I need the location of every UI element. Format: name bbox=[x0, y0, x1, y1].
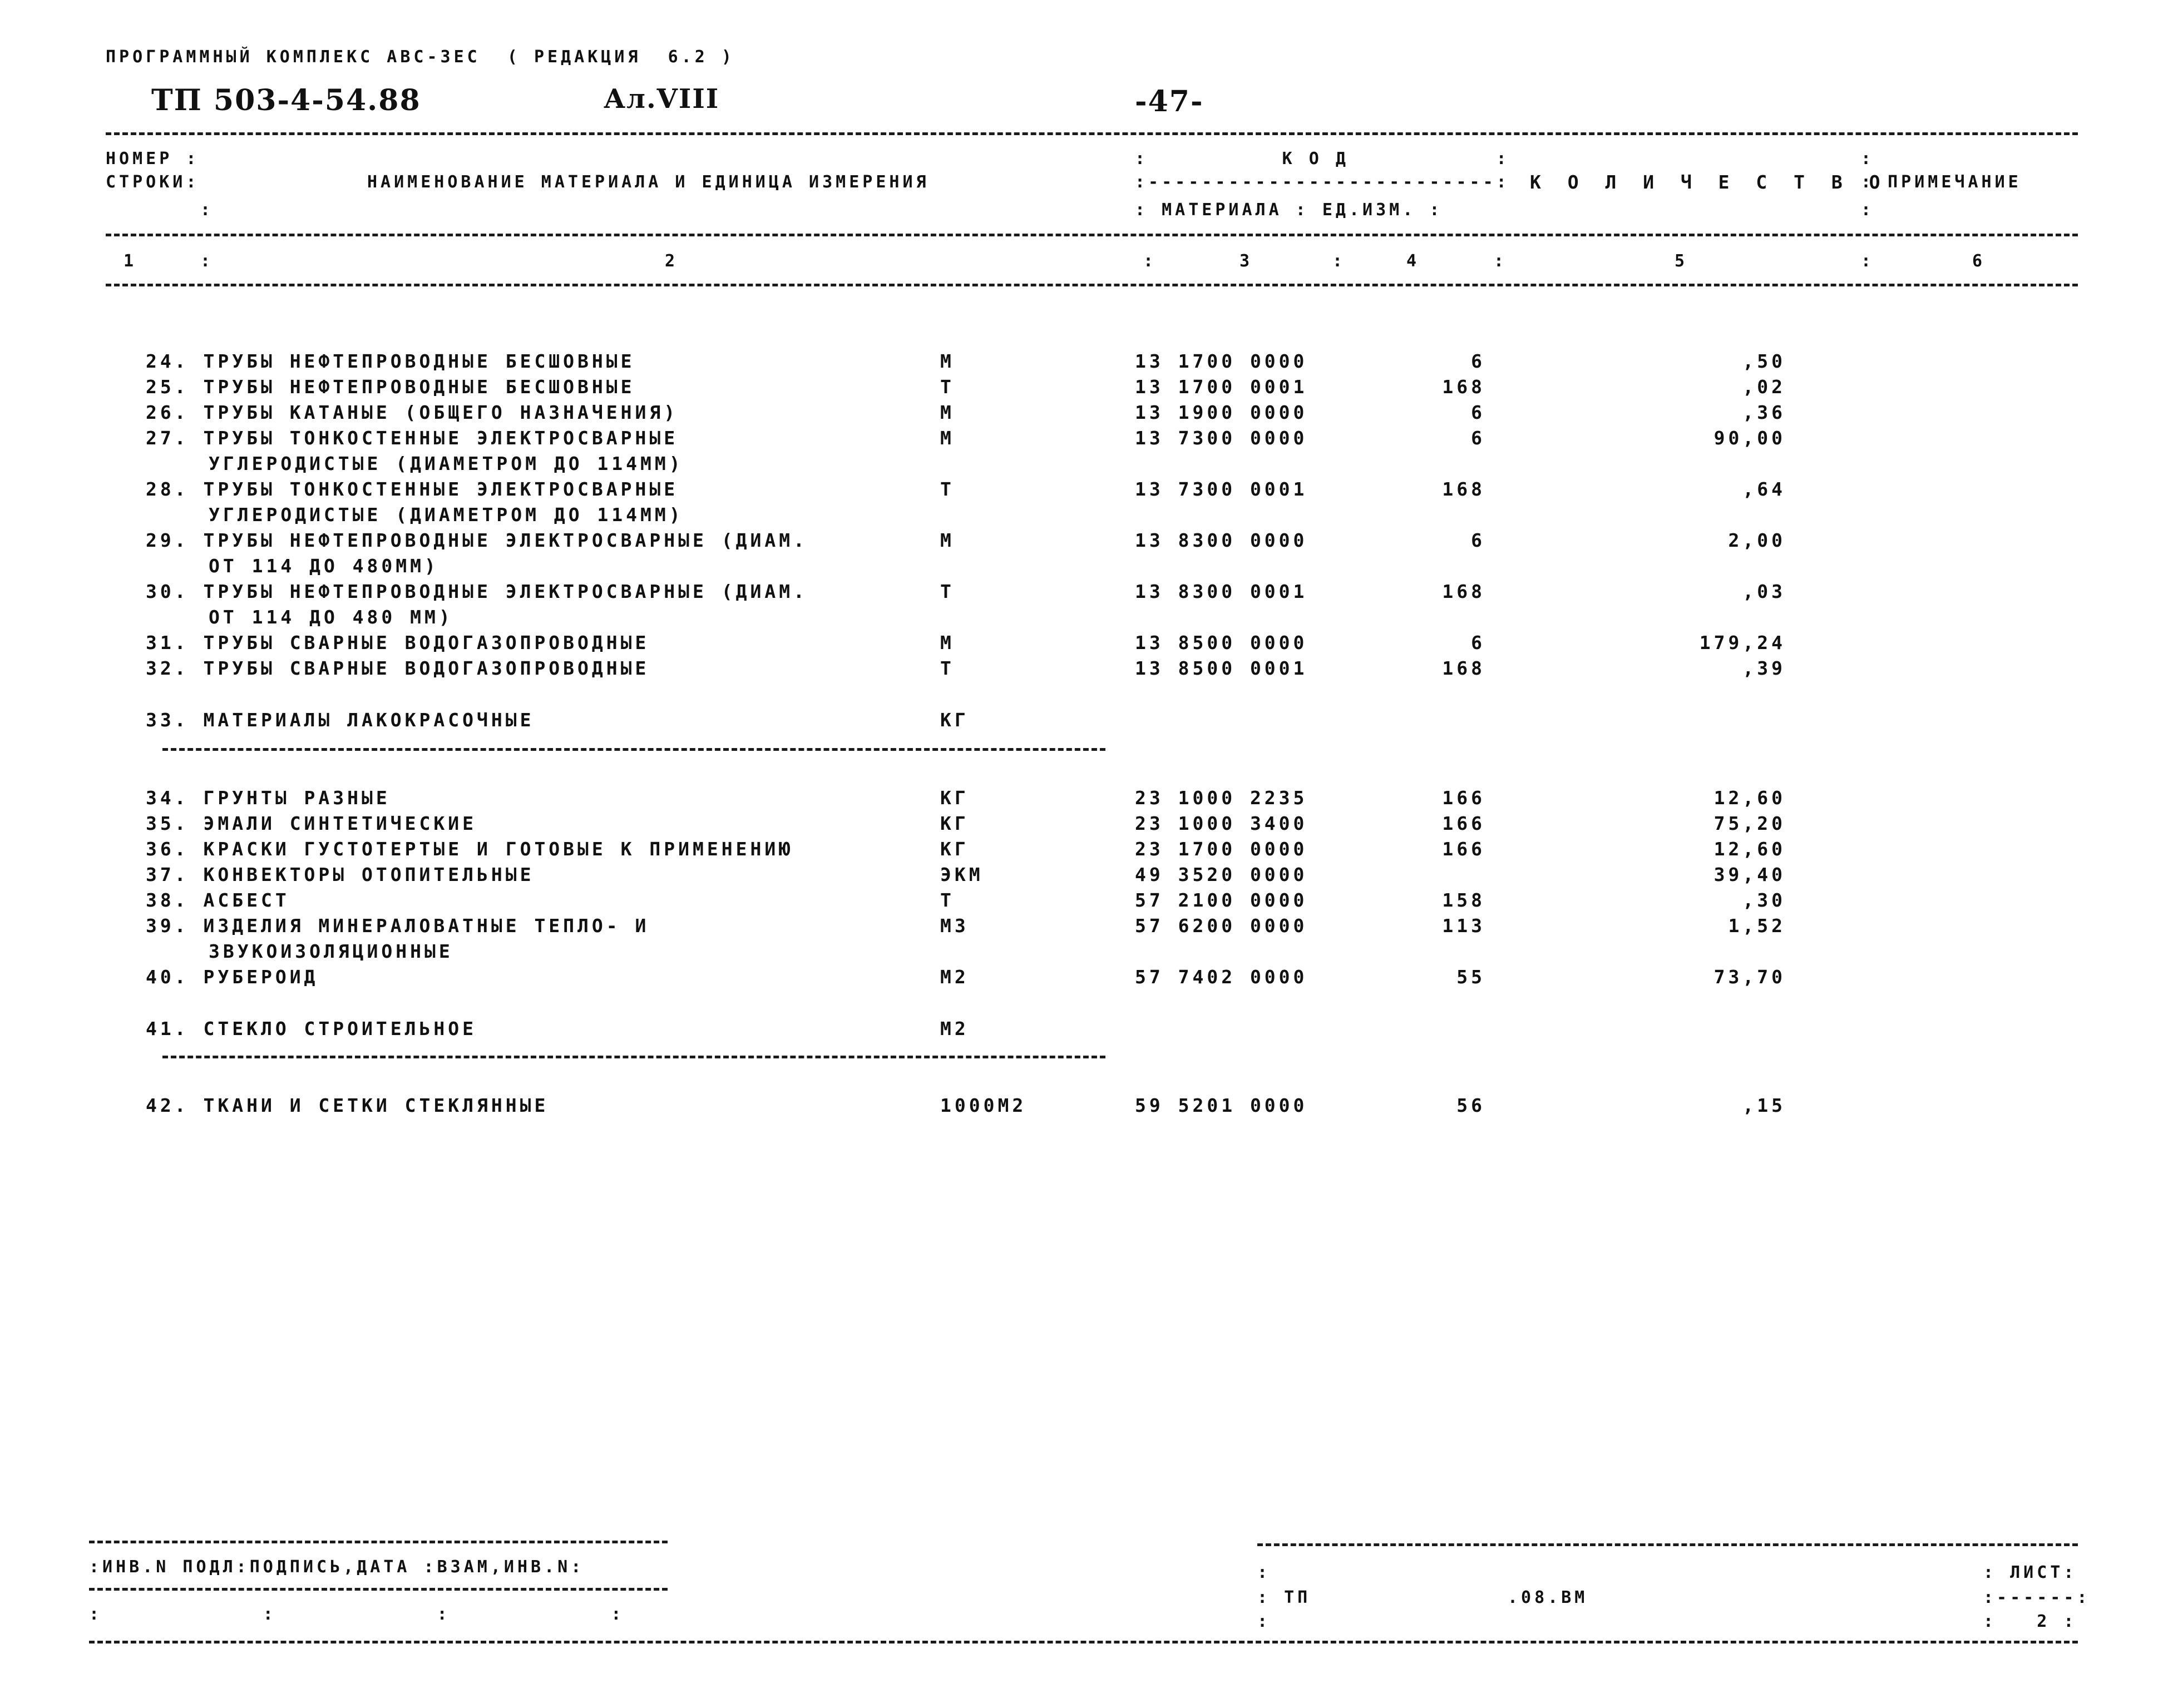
row-unit-code: 6 bbox=[1471, 350, 1485, 372]
row-name: 32. ТРУБЫ СВАРНЫЕ ВОДОГАЗОПРОВОДНЫЕ bbox=[146, 657, 650, 679]
table-row bbox=[0, 838, 2168, 864]
row-unit: М bbox=[940, 427, 955, 449]
row-unit-code: 6 bbox=[1471, 402, 1485, 423]
row-quantity: 39,40 bbox=[1713, 864, 1786, 885]
row-name: 24. ТРУБЫ НЕФТЕПРОВОДНЫЕ БЕСШОВНЫЕ bbox=[146, 350, 635, 372]
row-unit-code: 56 bbox=[1456, 1095, 1485, 1116]
row-code: 57 2100 0000 bbox=[1135, 889, 1308, 911]
footer-right-colon: : bbox=[1257, 1563, 1271, 1582]
document-code: ТП 503-4-54.88 bbox=[151, 83, 421, 117]
footer-tp-label: : ТП bbox=[1257, 1588, 1311, 1607]
row-code: 23 1000 3400 bbox=[1135, 813, 1308, 834]
colnum-1: 1 bbox=[124, 251, 137, 271]
row-code: 13 8300 0000 bbox=[1135, 529, 1308, 551]
table-row bbox=[0, 529, 2168, 555]
row-code: 13 7300 0000 bbox=[1135, 427, 1308, 449]
row-quantity: ,36 bbox=[1742, 402, 1786, 423]
row-name-continuation: ЗВУКОИЗОЛЯЦИОННЫЕ bbox=[209, 940, 453, 962]
row-unit: М bbox=[940, 402, 955, 423]
row-quantity: 2,00 bbox=[1728, 529, 1786, 551]
row-code: 13 1700 0000 bbox=[1135, 350, 1308, 372]
row-name-continuation: УГЛЕРОДИСТЫЕ (ДИАМЕТРОМ ДО 114ММ) bbox=[209, 453, 684, 474]
note-header-line1: : bbox=[1861, 149, 1875, 169]
row-name: 28. ТРУБЫ ТОНКОСТЕННЫЕ ЭЛЕКТРОСВАРНЫЕ bbox=[146, 478, 679, 500]
row-quantity: ,64 bbox=[1742, 478, 1786, 500]
row-name: 25. ТРУБЫ НЕФТЕПРОВОДНЫЕ БЕСШОВНЫЕ bbox=[146, 376, 635, 398]
table-row bbox=[0, 889, 2168, 915]
row-unit-code: 166 bbox=[1442, 787, 1485, 809]
row-unit-code: 168 bbox=[1442, 657, 1485, 679]
colnum-sep: : bbox=[1494, 251, 1508, 271]
footer-left-top-rule bbox=[89, 1541, 668, 1543]
table-row bbox=[0, 402, 2168, 427]
page-number: -47- bbox=[1135, 85, 1204, 118]
row-quantity: ,50 bbox=[1742, 350, 1786, 372]
row-unit: КГ bbox=[940, 813, 969, 834]
row-name: 37. КОНВЕКТОРЫ ОТОПИТЕЛЬНЫЕ bbox=[146, 864, 535, 885]
footer-right-colon: : bbox=[1257, 1612, 1271, 1631]
table-row bbox=[0, 350, 2168, 376]
row-unit: Т bbox=[940, 657, 955, 679]
row-unit: 1000М2 bbox=[940, 1095, 1027, 1116]
table-row bbox=[0, 1095, 2168, 1120]
row-name-continuation: ОТ 114 ДО 480 ММ) bbox=[209, 606, 453, 628]
row-quantity: 179,24 bbox=[1699, 632, 1786, 654]
row-unit: М bbox=[940, 632, 955, 654]
row-code: 59 5201 0000 bbox=[1135, 1095, 1308, 1116]
row-name-continuation: УГЛЕРОДИСТЫЕ (ДИАМЕТРОМ ДО 114ММ) bbox=[209, 504, 684, 526]
table-row bbox=[0, 787, 2168, 813]
row-unit: М2 bbox=[940, 1018, 969, 1039]
table-row-section bbox=[0, 709, 2168, 735]
row-name: 40. РУБЕРОИД bbox=[146, 966, 319, 988]
footer-document-code: .08.ВМ bbox=[1508, 1588, 1588, 1607]
colnum-sep: : bbox=[200, 251, 214, 271]
colnum-4: 4 bbox=[1406, 251, 1420, 271]
row-unit: Т bbox=[940, 889, 955, 911]
header-top-rule bbox=[106, 132, 2078, 135]
row-unit-code: 113 bbox=[1442, 915, 1485, 937]
footer-sheet-label: : ЛИСТ: bbox=[1983, 1563, 2077, 1582]
row-unit-code: 6 bbox=[1471, 632, 1485, 654]
row-name: 27. ТРУБЫ ТОНКОСТЕННЫЕ ЭЛЕКТРОСВАРНЫЕ bbox=[146, 427, 679, 449]
row-name-continuation: ОТ 114 ДО 480ММ) bbox=[209, 555, 439, 577]
row-quantity: ,39 bbox=[1742, 657, 1786, 679]
row-code: 13 1700 0001 bbox=[1135, 376, 1308, 398]
row-name: 41. СТЕКЛО СТРОИТЕЛЬНОЕ bbox=[146, 1018, 477, 1039]
row-unit: Т bbox=[940, 376, 955, 398]
row-code: 23 1700 0000 bbox=[1135, 838, 1308, 860]
colnum-6: 6 bbox=[1972, 251, 1986, 271]
footer-sheet-separator: :------: bbox=[1983, 1588, 2091, 1607]
row-name: 26. ТРУБЫ КАТАНЫЕ (ОБЩЕГО НАЗНАЧЕНИЯ) bbox=[146, 402, 679, 423]
row-quantity: 1,52 bbox=[1728, 915, 1786, 937]
table-row bbox=[0, 581, 2168, 606]
row-quantity: 12,60 bbox=[1713, 838, 1786, 860]
row-unit-code: 55 bbox=[1456, 966, 1485, 988]
row-unit-code: 168 bbox=[1442, 478, 1485, 500]
row-unit: М bbox=[940, 350, 955, 372]
col1-header-line2: СТРОКИ: bbox=[106, 172, 200, 192]
footer-left-cells: : : : : bbox=[89, 1605, 625, 1624]
row-code: 57 7402 0000 bbox=[1135, 966, 1308, 988]
table-row bbox=[0, 915, 2168, 940]
row-name: 33. МАТЕРИАЛЫ ЛАКОКРАСОЧНЫЕ bbox=[146, 709, 535, 731]
row-unit-code: 168 bbox=[1442, 581, 1485, 602]
footer-right-top-rule bbox=[1257, 1543, 2078, 1546]
album-number: Ал.VIII bbox=[604, 83, 720, 115]
row-unit: Т bbox=[940, 478, 955, 500]
colnum-5: 5 bbox=[1675, 251, 1688, 271]
table-row bbox=[0, 632, 2168, 657]
row-quantity: ,30 bbox=[1742, 889, 1786, 911]
row-unit-code: 6 bbox=[1471, 427, 1485, 449]
colnum-sep: : bbox=[1332, 251, 1346, 271]
header-mid-rule bbox=[106, 234, 2078, 236]
col2-header: НАИМЕНОВАНИЕ МАТЕРИАЛА И ЕДИНИЦА ИЗМЕРЕНИЯ bbox=[367, 172, 930, 192]
table-row bbox=[0, 657, 2168, 683]
row-quantity: 75,20 bbox=[1713, 813, 1786, 834]
colnum-3: 3 bbox=[1239, 251, 1253, 271]
table-row bbox=[0, 427, 2168, 453]
row-name: 34. ГРУНТЫ РАЗНЫЕ bbox=[146, 787, 391, 809]
col1-header-line3: : bbox=[200, 200, 214, 220]
row-quantity: ,02 bbox=[1742, 376, 1786, 398]
note-header-line3: : bbox=[1861, 200, 1875, 220]
row-name: 42. ТКАНИ И СЕТКИ СТЕКЛЯННЫЕ bbox=[146, 1095, 549, 1116]
row-name: 31. ТРУБЫ СВАРНЫЕ ВОДОГАЗОПРОВОДНЫЕ bbox=[146, 632, 650, 654]
footer-left-mid-rule bbox=[89, 1588, 668, 1591]
row-unit: КГ bbox=[940, 709, 969, 731]
row-code: 23 1000 2235 bbox=[1135, 787, 1308, 809]
row-name: 35. ЭМАЛИ СИНТЕТИЧЕСКИЕ bbox=[146, 813, 477, 834]
row-name: 38. АСБЕСТ bbox=[146, 889, 290, 911]
row-quantity: 12,60 bbox=[1713, 787, 1786, 809]
footer-sheet-number: : 2 : bbox=[1983, 1612, 2077, 1631]
row-code: 13 8300 0001 bbox=[1135, 581, 1308, 602]
row-unit: М3 bbox=[940, 915, 969, 937]
table-row bbox=[0, 376, 2168, 402]
row-unit-code: 158 bbox=[1442, 889, 1485, 911]
row-unit-code: 166 bbox=[1442, 813, 1485, 834]
table-row bbox=[0, 813, 2168, 838]
header-bottom-rule bbox=[106, 284, 2078, 286]
row-unit-code: 168 bbox=[1442, 376, 1485, 398]
table-row-section bbox=[0, 1018, 2168, 1043]
row-code: 13 8500 0000 bbox=[1135, 632, 1308, 654]
row-quantity: ,15 bbox=[1742, 1095, 1786, 1116]
table-row bbox=[0, 478, 2168, 504]
row-unit: КГ bbox=[940, 838, 969, 860]
row-unit-code: 166 bbox=[1442, 838, 1485, 860]
row-name: 30. ТРУБЫ НЕФТЕПРОВОДНЫЕ ЭЛЕКТРОСВАРНЫЕ (ДИАМ. bbox=[146, 581, 808, 602]
col1-header-line1: НОМЕР : bbox=[106, 149, 200, 169]
row-quantity: ,03 bbox=[1742, 581, 1786, 602]
section-rule bbox=[162, 748, 1105, 751]
code-header-line2: :--------------------------: bbox=[1135, 172, 1510, 192]
row-unit: ЭКМ bbox=[940, 864, 984, 885]
row-code: 49 3520 0000 bbox=[1135, 864, 1308, 885]
row-unit: М2 bbox=[940, 966, 969, 988]
table-row bbox=[0, 864, 2168, 889]
row-code: 13 7300 0001 bbox=[1135, 478, 1308, 500]
colnum-sep: : bbox=[1143, 251, 1157, 271]
quantity-header: К О Л И Ч Е С Т В О bbox=[1530, 171, 1888, 193]
colnum-sep: : bbox=[1861, 251, 1875, 271]
row-code: 57 6200 0000 bbox=[1135, 915, 1308, 937]
row-name: 29. ТРУБЫ НЕФТЕПРОВОДНЫЕ ЭЛЕКТРОСВАРНЫЕ (ДИАМ. bbox=[146, 529, 808, 551]
code-header-line3: : МАТЕРИАЛА : ЕД.ИЗМ. : bbox=[1135, 200, 1443, 220]
row-unit-code: 6 bbox=[1471, 529, 1485, 551]
row-quantity: 90,00 bbox=[1713, 427, 1786, 449]
row-unit: М bbox=[940, 529, 955, 551]
colnum-2: 2 bbox=[665, 251, 679, 271]
row-unit: КГ bbox=[940, 787, 969, 809]
row-code: 13 1900 0000 bbox=[1135, 402, 1308, 423]
row-unit: Т bbox=[940, 581, 955, 602]
footer-bottom-rule bbox=[89, 1641, 2078, 1643]
row-code: 13 8500 0001 bbox=[1135, 657, 1308, 679]
row-quantity: 73,70 bbox=[1713, 966, 1786, 988]
row-name: 36. КРАСКИ ГУСТОТЕРТЫЕ И ГОТОВЫЕ К ПРИМЕНЕНИЮ bbox=[146, 838, 794, 860]
code-header-line1: : К О Д : bbox=[1135, 149, 1510, 169]
table-row bbox=[0, 966, 2168, 992]
program-line: ПРОГРАММНЫЙ КОМПЛЕКС АВС-ЗЕС ( РЕДАКЦИЯ 6.2 ) bbox=[106, 47, 735, 67]
note-header-line2: : ПРИМЕЧАНИЕ bbox=[1861, 172, 2022, 192]
section-rule bbox=[162, 1056, 1105, 1058]
footer-left-header: :ИНВ.N ПОДЛ:ПОДПИСЬ,ДАТА :ВЗАМ,ИНВ.N: bbox=[89, 1557, 585, 1577]
row-name: 39. ИЗДЕЛИЯ МИНЕРАЛОВАТНЫЕ ТЕПЛО- И bbox=[146, 915, 650, 937]
